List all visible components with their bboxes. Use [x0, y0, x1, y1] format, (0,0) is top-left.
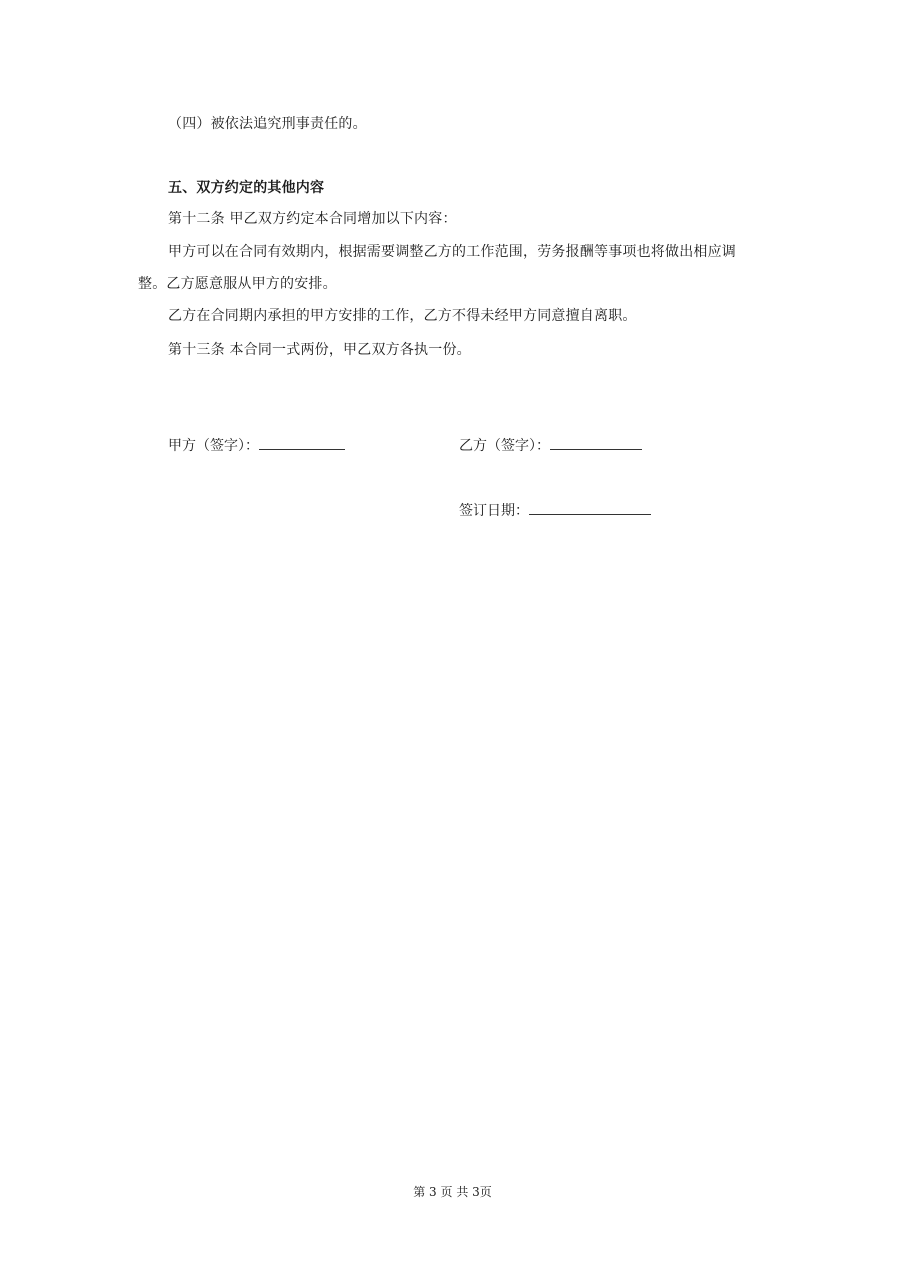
party-a-signature — [168, 435, 345, 456]
paragraph-2: 乙方在合同期内承担的甲方安排的工作，乙方不得未经甲方同意擅自离职。 — [168, 308, 637, 324]
party-b-signature — [459, 435, 642, 456]
article-13: 第十三条 本合同一式两份，甲乙双方各执一份。 — [168, 342, 471, 358]
article-12: 第十二条 甲乙双方约定本合同增加以下内容： — [168, 211, 457, 227]
party-b-signature-label: 乙方（签字）： — [459, 438, 550, 454]
signing-date-label: 签订日期： — [459, 503, 529, 519]
party-a-signature-line[interactable] — [259, 435, 345, 450]
signing-date-line[interactable] — [529, 500, 651, 515]
page-number-footer: 第 3 页 共 3页 — [413, 1185, 492, 1199]
party-a-signature-label: 甲方（签字）： — [168, 438, 259, 454]
paragraph-1-line-2: 整。乙方愿意服从甲方的安排。 — [138, 276, 337, 292]
section-5-heading: 五、双方约定的其他内容 — [168, 180, 325, 196]
clause-item-4: （四）被依法追究刑事责任的。 — [168, 116, 367, 132]
paragraph-1-line-1: 甲方可以在合同有效期内，根据需要调整乙方的工作范围，劳务报酬等事项也将做出相应调 — [168, 244, 736, 260]
signing-date — [459, 500, 651, 521]
party-b-signature-line[interactable] — [550, 435, 642, 450]
